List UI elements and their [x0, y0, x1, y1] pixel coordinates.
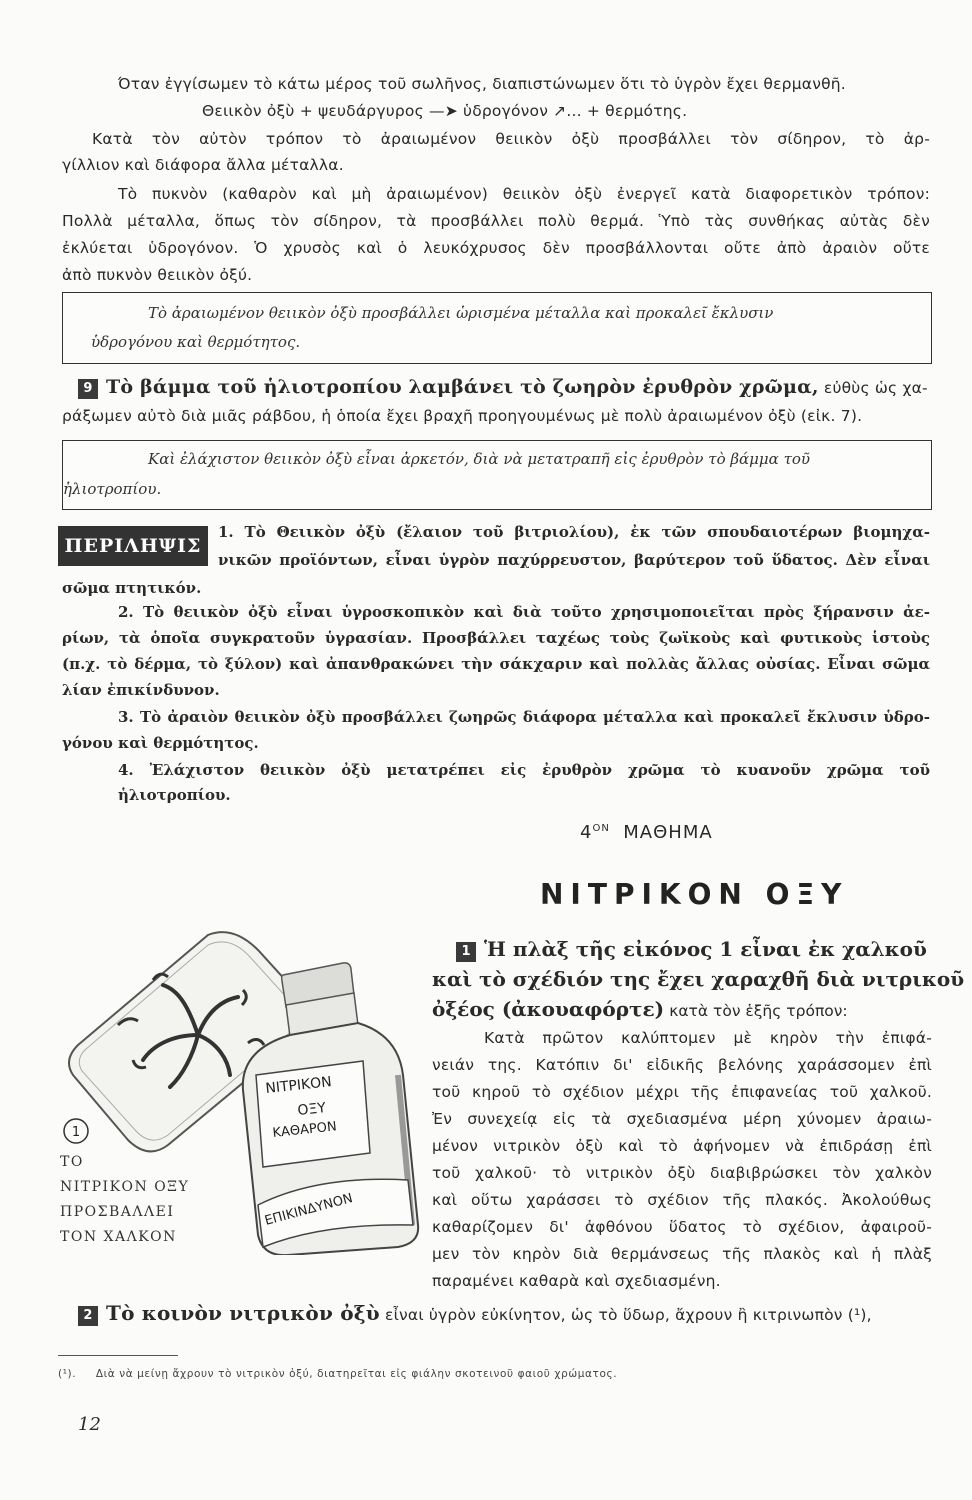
paragraph-line: μεν τὸν κηρὸν διὰ θερμάνσεως τῆς πλακὸς καὶ ἡ πλὰξ — [432, 1245, 932, 1263]
summary-line: νικῶν προϊόντων, εἶναι ὑγρὸν παχύρρευστον, βαρύτερον τοῦ ὕδατος. Δὲν εἶναι — [218, 551, 930, 569]
section-heading: ὀξέος (ἀκουαφόρτε) — [432, 997, 665, 1021]
paragraph-line: Ἐν συνεχείᾳ εἰς τὰ σχεδιασμένα μέρη χύνομεν ἀραιω- — [432, 1110, 932, 1128]
paragraph-line: Τὸ πυκνὸν (καθαρὸν καὶ μὴ ἀραιωμένον) θειικὸν ὀξὺ ἐνεργεῖ κατὰ διαφορετικὸν τρόπον: — [118, 185, 930, 203]
section-text: εἶναι ὑγρὸν εὐκίνητον, ὡς τὸ ὕδωρ, ἄχρουν ἢ κιτρινωπὸν (¹), — [385, 1306, 872, 1324]
summary-badge: ΠΕΡΙΛΗΨΙΣ — [58, 526, 208, 566]
box-line: Τὸ ἀραιωμένον θειικὸν ὀξὺ προσβάλλει ὡρισμένα μέταλλα καὶ προκαλεῖ ἔκλυσιν — [148, 304, 774, 322]
lesson-number: 4 — [580, 822, 593, 843]
section-number-badge: 2 — [78, 1306, 98, 1326]
figure-number: 1 — [71, 1125, 81, 1140]
paragraph-line: Κατὰ πρῶτον καλύπτομεν μὲ κηρὸν τὴν ἐπιφά- — [484, 1029, 932, 1047]
summary-line: 2. Τὸ θειικὸν ὀξὺ εἶναι ὑγροσκοπικὸν καὶ διὰ τοῦτο χρησιμοποιεῖται πρὸς ξήρανσιν ἀε- — [118, 603, 930, 621]
lesson-ordinal: ΟΝ — [592, 823, 610, 834]
caption-line: ΠΡΟΣΒΑΛΛΕΙ — [60, 1204, 175, 1220]
section-9-line — [78, 374, 928, 401]
paragraph-line: μένον νιτρικὸν ὀξὺ καὶ τὸ ἀφήνομεν νὰ ἐπιδράσῃ ἐπὶ — [432, 1137, 932, 1155]
section-heading-line: καὶ τὸ σχέδιόν της ἔχει χαραχθῆ διὰ νιτρικοῦ — [432, 967, 965, 991]
section-heading-line — [456, 935, 932, 963]
section-number-badge: 9 — [78, 379, 98, 399]
bottle-label-line: ΚΑΘΑΡΟΝ — [271, 1119, 338, 1141]
box-line: ἡλιοτροπίου. — [63, 480, 162, 498]
section-text: εὐθὺς ὡς χα- — [823, 379, 928, 397]
paragraph-line: ράξωμεν αὐτὸ διὰ μιᾶς ράβδου, ἡ ὁποία ἔχει βραχῆ προηγουμένως μὲ πολὺ ἀραιωμένον ὀξὺ (εἰκ. 7). — [62, 407, 863, 425]
section-text: κατὰ τὸν ἑξῆς τρόπον: — [669, 1002, 848, 1020]
equation-line: Θειικὸν ὀξὺ + ψευδάργυρος —➤ ὑδρογόνον ↗... + θερμότης. — [202, 102, 688, 120]
paragraph-line: Κατὰ τὸν αὐτὸν τρόπον τὸ ἀραιωμένον θειικὸν ὀξὺ προσβάλλει τὸν σίδηρον, τὸ ἀρ- — [92, 130, 930, 148]
section-1 — [432, 935, 965, 1021]
footnote: (¹). Διὰ νὰ μείνῃ ἄχρουν τὸ νιτρικὸν ὀξύ, διατηρεῖται εἰς φιάλην σκοτεινοῦ φαιοῦ χρώματος. — [58, 1368, 618, 1380]
summary-line: 4. Ἐλάχιστον θειικὸν ὀξὺ μετατρέπει εἰς ἐρυθρὸν χρῶμα τὸ κυανοῦν χρῶμα τοῦ ἡλιοτροπίου. — [118, 761, 930, 804]
paragraph-line: Όταν ἐγγίσωμεν τὸ κάτω μέρος τοῦ σωλῆνος, διαπιστώνωμεν ὅτι τὸ ὑγρὸν ἔχει θερμανθῆ. — [118, 75, 846, 93]
paragraph-line: τοῦ χαλκοῦ· τὸ νιτρικὸν ὀξὺ διαβιβρώσκει τὸν χαλκὸν — [432, 1164, 932, 1182]
paragraph-line: καὶ οὕτω χαράσσει τὸ σχέδιον τῆς πλακός. Ἀκολούθως — [432, 1191, 932, 1209]
section-heading: Ἡ πλὰξ τῆς εἰκόνος 1 εἶναι ἐκ χαλκοῦ — [484, 937, 927, 961]
lesson-word: ΜΑΘΗΜΑ — [623, 822, 713, 843]
paragraph-line: τοῦ κηροῦ τὸ σχέδιον μέχρι τῆς ἐπιφανείας τοῦ χαλκοῦ. — [432, 1083, 932, 1101]
summary-line: (π.χ. τὸ δέρμα, τὸ ξύλον) καὶ ἀπανθρακώνει τὴν σάκχαριν καὶ πολλὰς ἄλλας οὐσίας. Εἶναι σῶμα — [62, 655, 930, 673]
figure-caption — [60, 1150, 189, 1250]
section-heading: Τὸ κοινὸν νιτρικὸν ὀξὺ — [106, 1301, 380, 1325]
highlight-box — [62, 292, 932, 364]
bottle-label-line: ΝΙΤΡΙΚΟΝ — [264, 1074, 333, 1097]
section-heading: Τὸ βάμμα τοῦ ἡλιοτροπίου λαμβάνει τὸ ζωηρὸν ἐρυθρὸν χρῶμα, — [106, 376, 819, 398]
paragraph-line: ἀπὸ πυκνὸν θειικὸν ὀξύ. — [62, 266, 253, 284]
caption-line: ΝΙΤΡΙΚΟΝ ΟΞΥ — [60, 1179, 190, 1195]
summary-line: 1. Τὸ Θειικὸν ὀξὺ (ἔλαιον τοῦ βιτριολίου), ἐκ τῶν σπουδαιοτέρων βιομηχα- — [218, 523, 930, 541]
paragraph-line: παραμένει καθαρὰ καὶ σχεδιασμένη. — [432, 1272, 721, 1290]
highlight-box — [62, 440, 932, 510]
page-number: 12 — [78, 1414, 101, 1435]
summary-line: 3. Τὸ ἀραιὸν θειικὸν ὀξὺ προσβάλλει ζωηρῶς διάφορα μέταλλα καὶ προκαλεῖ ἔκλυσιν ὑδρο- — [118, 708, 930, 726]
paragraph-line: ἐκλύεται ὑδρογόνον. Ὁ χρυσὸς καὶ ὁ λευκόχρυσος δὲν προσβάλλονται οὔτε ἀπὸ ἀραιὸν οὔτε — [62, 239, 930, 257]
paragraph-line: Πολλὰ μέταλλα, ὅπως τὸν σίδηρον, τὰ προσβάλλει πολὺ θερμά. Ὑπὸ τὰς συνθήκας αὐτὰς δὲν — [62, 212, 930, 230]
section-number-badge: 1 — [456, 942, 476, 962]
section-heading-line — [432, 995, 848, 1025]
summary-line: ρίων, τὰ ὁποῖα συγκρατοῦν ὑγρασίαν. Προσβάλλει ταχέως τοὺς ζωϊκοὺς καὶ φυτικοὺς ἱστοὺς — [62, 629, 930, 647]
bottle-warning-label: ΕΠΙΚΙΝΔΥΝΟΝ — [263, 1190, 355, 1229]
caption-line: ΤΟ — [60, 1154, 84, 1170]
box-line: ὑδρογόνου καὶ θερμότητος. — [91, 333, 301, 351]
paragraph-line: καθαρίζομεν δι' ἀφθόνου ὕδατος τὸ σχέδιον, ἀφαιροῦ- — [432, 1218, 932, 1236]
paragraph-line: γίλλιον καὶ διάφορα ἄλλα μέταλλα. — [62, 156, 344, 174]
footnote-divider — [58, 1355, 178, 1356]
summary-line: γόνου καὶ θερμότητος. — [62, 734, 259, 752]
bottle-label-line: ΟΞΥ — [296, 1100, 327, 1119]
lesson-label — [580, 822, 713, 843]
paragraph-line: νειάν της. Κατόπιν δι' εἰδικῆς βελόνης χαράσσομεν ἐπὶ — [432, 1056, 932, 1074]
summary-line: λίαν ἐπικίνδυνον. — [62, 681, 220, 699]
section-2-line — [78, 1300, 872, 1328]
summary-line: σῶμα πτητικόν. — [62, 579, 202, 597]
box-line: Καὶ ἐλάχιστον θειικὸν ὀξὺ εἶναι ἀρκετόν, διὰ νὰ μετατραπῆ εἰς ἐρυθρὸν τὸ βάμμα τοῦ — [148, 450, 811, 468]
chapter-title: ΝΙΤΡΙΚΟΝ ΟΞΥ — [540, 878, 849, 911]
caption-line: ΤΟΝ ΧΑΛΚΟΝ — [60, 1229, 177, 1245]
